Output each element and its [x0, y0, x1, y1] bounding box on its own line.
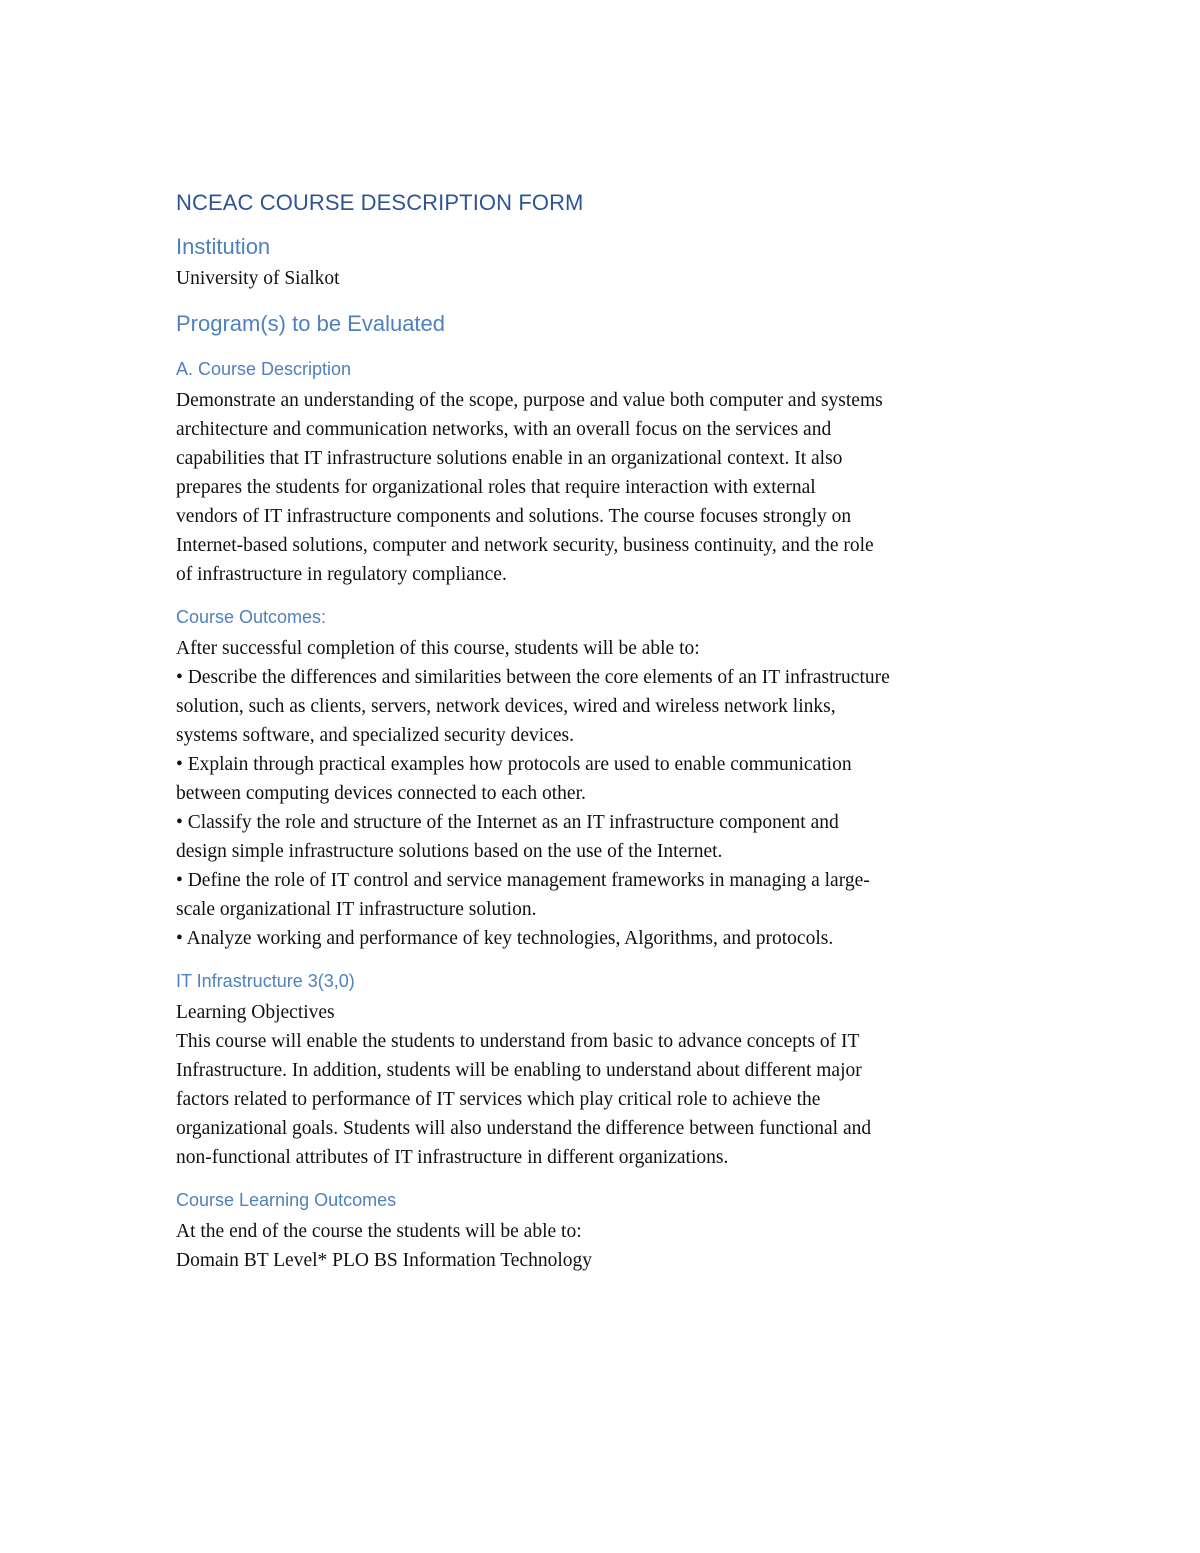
- course-learning-outcomes-line: Domain BT Level* PLO BS Information Technology: [176, 1250, 593, 1271]
- it-infrastructure-line: non-functional attributes of IT infrastructure in different organizations.: [176, 1147, 729, 1168]
- course-description-line: vendors of IT infrastructure components and solutions. The course focuses strongly on: [176, 506, 852, 527]
- course-outcomes-section: [176, 607, 1056, 953]
- course-outcomes-line: • Explain through practical examples how protocols are used to enable communication: [176, 754, 852, 775]
- it-infrastructure-line: Learning Objectives: [176, 1002, 335, 1023]
- institution-heading: Institution: [176, 234, 271, 259]
- course-description-line: Demonstrate an understanding of the scope, purpose and value both computer and systems: [176, 390, 883, 411]
- course-description-line: prepares the students for organizational roles that require interaction with external: [176, 477, 816, 498]
- it-infrastructure-line: organizational goals. Students will also understand the difference between functional and: [176, 1118, 872, 1139]
- course-outcomes-line: systems software, and specialized security devices.: [176, 725, 574, 746]
- course-outcomes-line: • Describe the differences and similarities between the core elements of an IT infrastructure: [176, 667, 890, 688]
- course-learning-outcomes-line: At the end of the course the students will be able to:: [176, 1221, 582, 1242]
- course-outcomes-line: between computing devices connected to each other.: [176, 783, 586, 804]
- course-outcomes-line: solution, such as clients, servers, network devices, wired and wireless network links,: [176, 696, 836, 717]
- course-outcomes-line: scale organizational IT infrastructure solution.: [176, 899, 537, 920]
- it-infrastructure-section: [176, 971, 1056, 1172]
- document-page: [176, 190, 1056, 1293]
- it-infrastructure-heading: IT Infrastructure 3(3,0): [176, 971, 355, 991]
- institution-section: [176, 234, 1056, 293]
- course-outcomes-line: design simple infrastructure solutions based on the use of the Internet.: [176, 841, 723, 862]
- institution-value: University of Sialkot: [176, 268, 340, 289]
- course-description-heading: A. Course Description: [176, 359, 352, 379]
- course-description-line: capabilities that IT infrastructure solutions enable in an organizational context. It also: [176, 448, 843, 469]
- course-outcomes-line: • Define the role of IT control and service management frameworks in managing a large-: [176, 870, 870, 891]
- programs-section: [176, 311, 1056, 337]
- it-infrastructure-line: factors related to performance of IT services which play critical role to achieve the: [176, 1089, 821, 1110]
- course-description-section: [176, 359, 1056, 589]
- course-description-line: Internet-based solutions, computer and network security, business continuity, and the role: [176, 535, 874, 556]
- programs-heading: Program(s) to be Evaluated: [176, 311, 446, 336]
- course-outcomes-heading: Course Outcomes:: [176, 607, 327, 627]
- course-description-line: architecture and communication networks, with an overall focus on the services and: [176, 419, 832, 440]
- course-learning-outcomes-heading: Course Learning Outcomes: [176, 1190, 397, 1210]
- course-outcomes-line: • Classify the role and structure of the Internet as an IT infrastructure component and: [176, 812, 839, 833]
- it-infrastructure-line: Infrastructure. In addition, students will be enabling to understand about different major: [176, 1060, 862, 1081]
- course-description-line: of infrastructure in regulatory compliance.: [176, 564, 507, 585]
- course-learning-outcomes-section: [176, 1190, 1056, 1275]
- document-title: NCEAC COURSE DESCRIPTION FORM: [176, 190, 584, 215]
- course-outcomes-line: • Analyze working and performance of key technologies, Algorithms, and protocols.: [176, 928, 834, 949]
- it-infrastructure-line: This course will enable the students to understand from basic to advance concepts of IT: [176, 1031, 860, 1052]
- course-outcomes-line: After successful completion of this course, students will be able to:: [176, 638, 700, 659]
